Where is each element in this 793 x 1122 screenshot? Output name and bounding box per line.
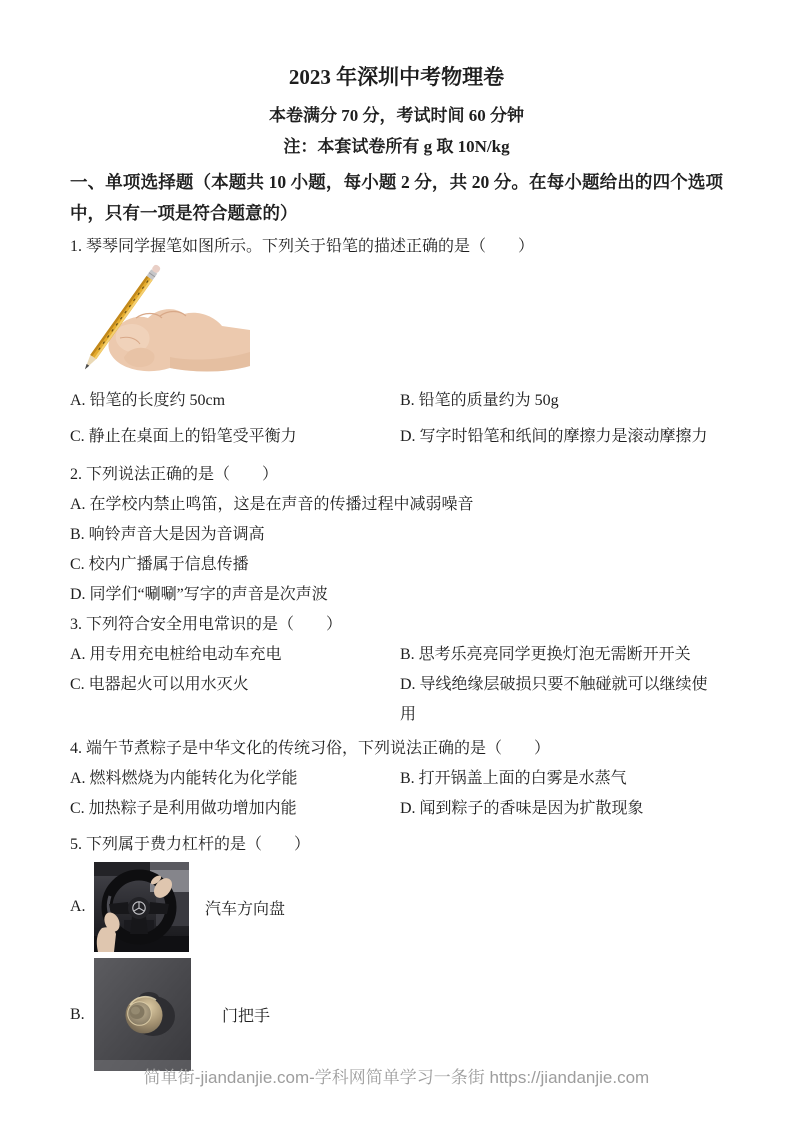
exam-note: 注：本套试卷所有 g 取 10N/kg xyxy=(283,137,510,156)
question-4-stem: 4. 端午节煮粽子是中华文化的传统习俗，下列说法正确的是（ ） xyxy=(70,740,551,757)
footer-site-link[interactable]: 简单街-jiandanjie.com-学科网简单学习一条街 https://jiandanjie.com xyxy=(143,1068,650,1087)
q5-option-a xyxy=(70,862,723,952)
q2-option-d: D. 同学们“唰唰”写字的声音是次声波 xyxy=(70,586,328,603)
q4-option-a: A. 燃料燃烧为内能转化为化学能 xyxy=(70,770,298,787)
pencil-grip-photo xyxy=(70,264,250,376)
q5-option-b-caption: 门把手 xyxy=(222,1008,271,1025)
q5-option-b-letter: B. xyxy=(70,1005,85,1023)
steering-wheel-photo xyxy=(94,862,189,952)
q3-option-d: D. 导线绝缘层破损只要不触碰就可以继续使用 xyxy=(400,676,708,723)
q3-option-a: A. 用专用充电桩给电动车充电 xyxy=(70,646,282,663)
q1-option-d: D. 写字时铅笔和纸间的摩擦力是滚动摩擦力 xyxy=(400,428,708,445)
footer-watermark xyxy=(0,1063,793,1088)
q1-option-a: A. 铅笔的长度约 50cm xyxy=(70,392,226,409)
question-1-stem: 1. 琴琴同学握笔如图所示。下列关于铅笔的描述正确的是（ ） xyxy=(70,238,535,255)
q2-option-a: A. 在学校内禁止鸣笛，这是在声音的传播过程中减弱噪音 xyxy=(70,496,474,513)
q3-option-c: C. 电器起火可以用水灭火 xyxy=(70,676,249,693)
section-heading: 一、单项选择题（本题共 10 小题，每小题 2 分，共 20 分。在每小题给出的四个选项中，只有一项是符合题意的） xyxy=(70,172,723,223)
q4-option-b: B. 打开锅盖上面的白雾是水蒸气 xyxy=(400,770,627,787)
question-2-stem: 2. 下列说法正确的是（ ） xyxy=(70,466,279,483)
q5-option-b xyxy=(70,958,723,1071)
door-knob-photo xyxy=(94,958,191,1071)
q1-option-c: C. 静止在桌面上的铅笔受平衡力 xyxy=(70,428,297,445)
question-3-stem: 3. 下列符合安全用电常识的是（ ） xyxy=(70,616,343,633)
question-2-options xyxy=(70,490,723,610)
steering-wheel-illustration xyxy=(94,862,189,952)
q5-option-a-letter: A. xyxy=(70,898,86,915)
door-knob-illustration xyxy=(94,958,191,1071)
q3-option-b: B. 思考乐亮亮同学更换灯泡无需断开开关 xyxy=(400,646,691,663)
question-1-options xyxy=(70,386,723,452)
q2-option-c: C. 校内广播属于信息传播 xyxy=(70,556,249,573)
question-4-options xyxy=(70,764,723,824)
pencil-grip-illustration xyxy=(70,264,250,376)
q5-option-a-caption: 汽车方向盘 xyxy=(205,900,286,918)
question-3-options xyxy=(70,640,723,730)
q4-option-c: C. 加热粽子是利用做功增加内能 xyxy=(70,800,297,817)
question-5-stem: 5. 下列属于费力杠杆的是（ ） xyxy=(70,836,311,853)
page-title: 2023 年深圳中考物理卷 xyxy=(288,65,505,89)
q2-option-b: B. 响铃声音大是因为音调高 xyxy=(70,526,265,543)
q4-option-d: D. 闻到粽子的香味是因为扩散现象 xyxy=(400,800,644,817)
exam-score-info: 本卷满分 70 分，考试时间 60 分钟 xyxy=(269,106,524,125)
q1-option-b: B. 铅笔的质量约为 50g xyxy=(400,392,559,409)
